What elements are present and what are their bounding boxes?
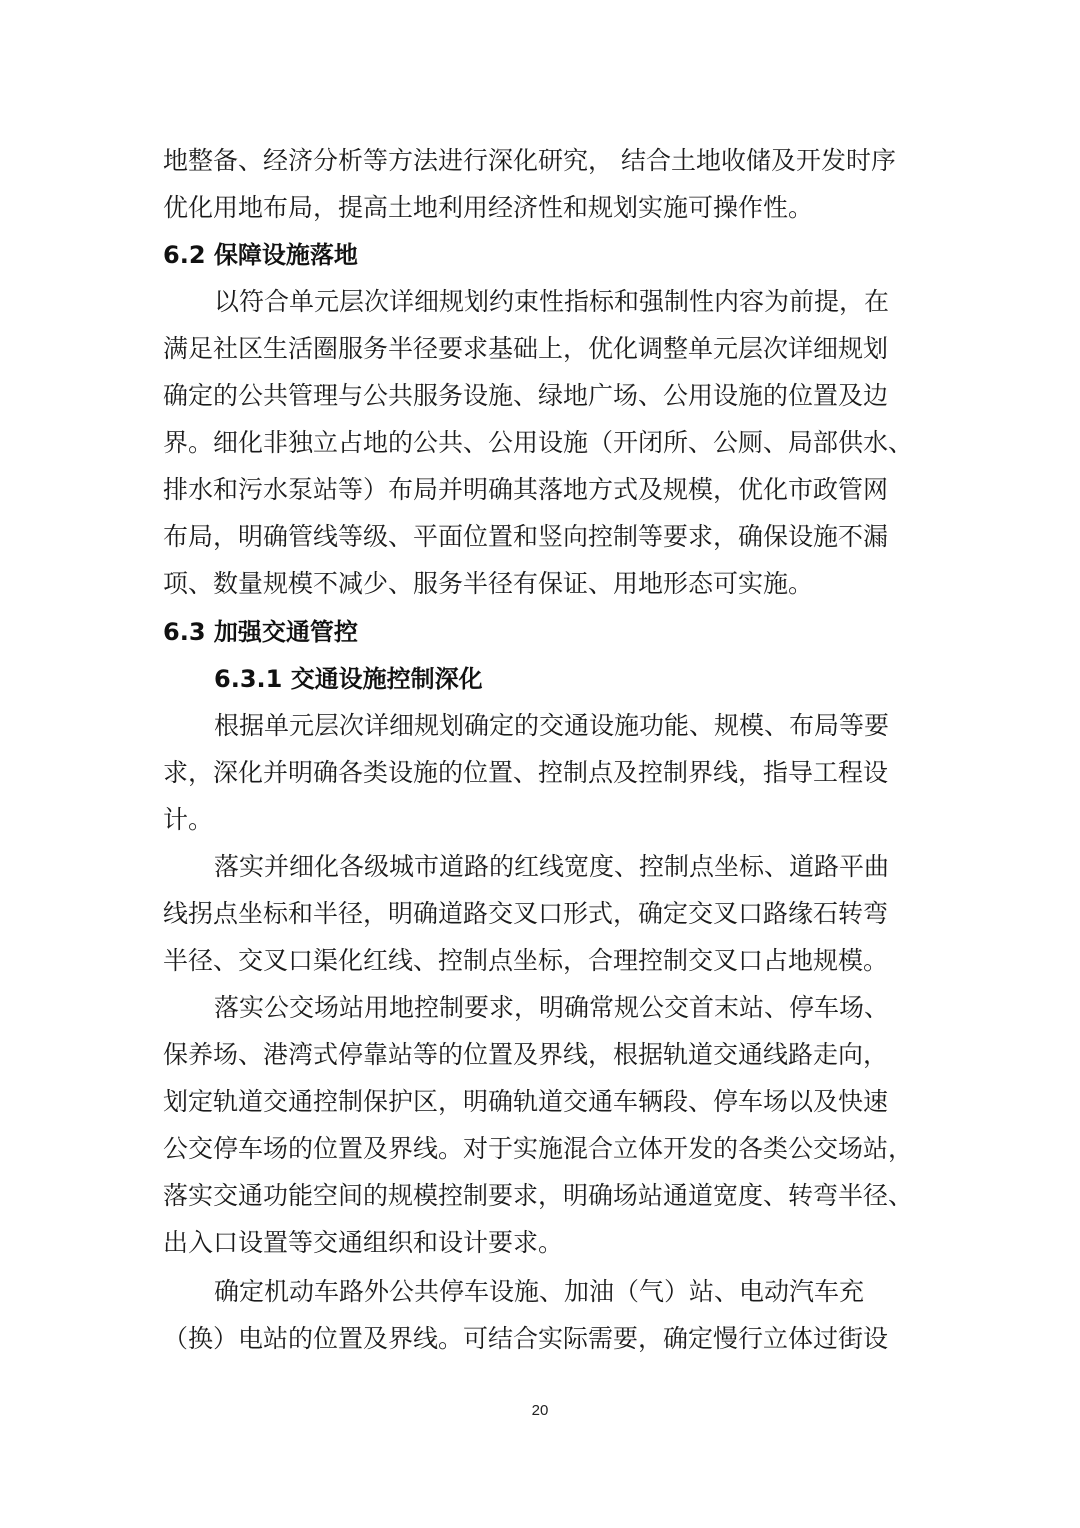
page-number: 20 <box>531 1402 549 1419</box>
paragraph-line: 确定的公共管理与公共服务设施、绿地广场、公用设施的位置及边 <box>163 381 889 410</box>
paragraph-line: 落实公交场站用地控制要求，明确常规公交首末站、停车场、 <box>214 993 890 1022</box>
paragraph-line: 求，深化并明确各类设施的位置、控制点及控制界线，指导工程设 <box>163 758 889 787</box>
paragraph-line: 项、数量规模不减少、服务半径有保证、用地形态可实施。 <box>163 569 814 598</box>
paragraph-line: 保养场、港湾式停靠站等的位置及界线，根据轨道交通线路走向， <box>163 1040 889 1069</box>
paragraph-line: 计。 <box>163 805 214 834</box>
paragraph-line: （换）电站的位置及界线。可结合实际需要，确定慢行立体过街设 <box>163 1324 889 1353</box>
paragraph-line: 半径、交叉口渠化红线、控制点坐标，合理控制交叉口占地规模。 <box>163 946 889 975</box>
paragraph-line: 根据单元层次详细规划确定的交通设施功能、规模、布局等要 <box>214 711 890 740</box>
paragraph-line: 确定机动车路外公共停车设施、加油（气）站、电动汽车充 <box>214 1277 865 1306</box>
section-heading-6-3: 6.3 加强交通管控 <box>163 618 358 646</box>
subsection-heading-6-3-1: 6.3.1 交通设施控制深化 <box>214 665 483 693</box>
paragraph-line: 出入口设置等交通组织和设计要求。 <box>163 1228 564 1257</box>
paragraph-line: 地整备、经济分析等方法进行深化研究， 结合土地收储及开发时序 <box>163 146 896 175</box>
paragraph-line: 排水和污水泵站等）布局并明确其落地方式及规模，优化市政管网 <box>163 475 889 504</box>
paragraph-line: 线拐点坐标和半径，明确道路交叉口形式，确定交叉口路缘石转弯 <box>163 899 889 928</box>
paragraph-line: 落实并细化各级城市道路的红线宽度、控制点坐标、道路平曲 <box>214 852 890 881</box>
paragraph-line: 公交停车场的位置及界线。对于实施混合立体开发的各类公交场站， <box>163 1134 914 1163</box>
paragraph-line: 优化用地布局，提高土地利用经济性和规划实施可操作性。 <box>163 193 814 222</box>
paragraph-line: 满足社区生活圈服务半径要求基础上，优化调整单元层次详细规划 <box>163 334 889 363</box>
paragraph-line: 划定轨道交通控制保护区，明确轨道交通车辆段、停车场以及快速 <box>163 1087 889 1116</box>
section-heading-6-2: 6.2 保障设施落地 <box>163 241 358 269</box>
paragraph-line: 落实交通功能空间的规模控制要求，明确场站通道宽度、转弯半径、 <box>163 1181 914 1210</box>
paragraph-line: 界。细化非独立占地的公共、公用设施（开闭所、公厕、局部供水、 <box>163 428 914 457</box>
paragraph-line: 以符合单元层次详细规划约束性指标和强制性内容为前提，在 <box>214 287 890 316</box>
paragraph-line: 布局，明确管线等级、平面位置和竖向控制等要求，确保设施不漏 <box>163 522 889 551</box>
